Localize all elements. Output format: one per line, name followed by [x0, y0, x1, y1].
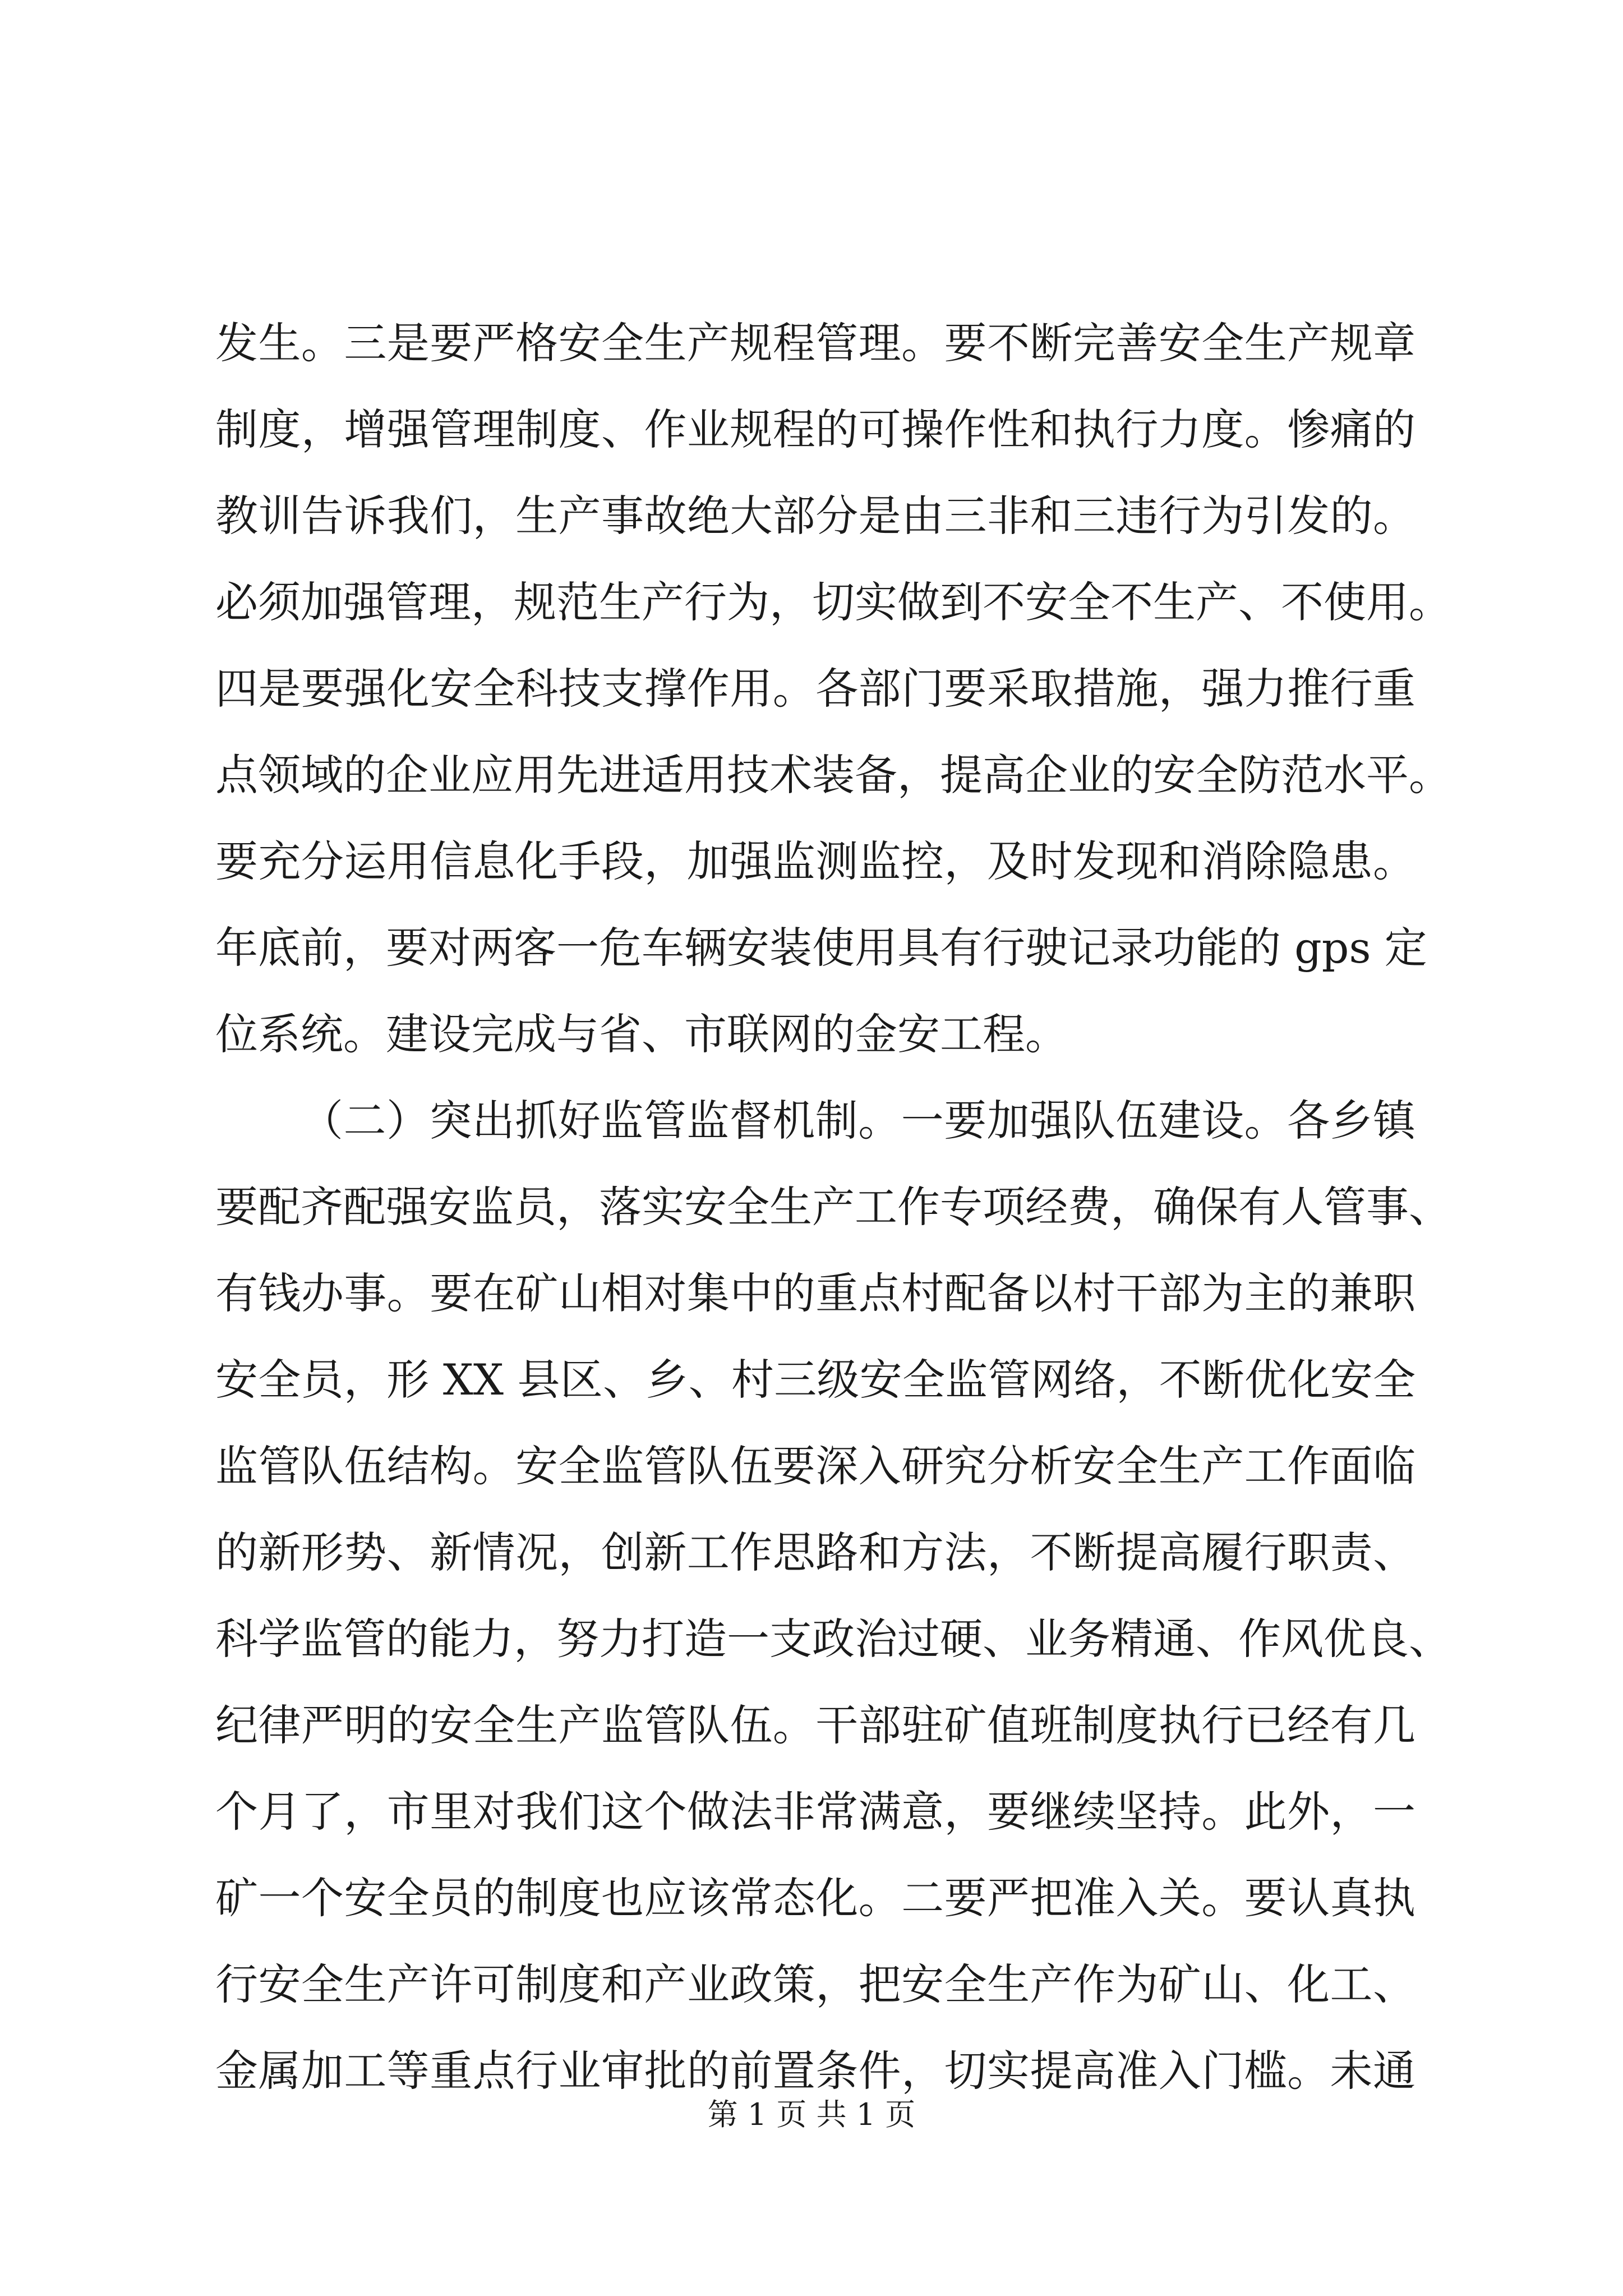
text-line: 点领域的企业应用先进适用技术装备，提高企业的安全防范水平。	[215, 750, 1451, 800]
text-line: 发生。三是要严格安全生产规程管理。要不断完善安全生产规章	[215, 318, 1415, 368]
text-line: 安全员，形 XX 县区、乡、村三级安全监管网络，不断优化安全	[215, 1355, 1415, 1405]
text-line: 要配齐配强安监员，落实安全生产工作专项经费，确保有人管事、	[215, 1182, 1451, 1232]
body-text	[215, 300, 1451, 2114]
text-line: 制度，增强管理制度、作业规程的可操作性和执行力度。惨痛的	[215, 404, 1415, 454]
text-line: 有钱办事。要在矿山相对集中的重点村配备以村干部为主的兼职	[215, 1268, 1415, 1318]
text-line: 年底前，要对两客一危车辆安装使用具有行驶记录功能的 gps 定	[215, 923, 1427, 973]
paragraph-start-line: （二）突出抓好监管监督机制。一要加强队伍建设。各乡镇	[301, 1096, 1415, 1145]
text-line: 纪律严明的安全生产监管队伍。干部驻矿值班制度执行已经有几	[215, 1700, 1415, 1750]
text-line: 必须加强管理，规范生产行为，切实做到不安全不生产、不使用。	[215, 577, 1451, 627]
page-footer: 第 1 页 共 1 页	[707, 2097, 916, 2132]
text-line: 的新形势、新情况，创新工作思路和方法，不断提高履行职责、	[215, 1527, 1415, 1577]
text-line: 科学监管的能力，努力打造一支政治过硬、业务精通、作风优良、	[215, 1614, 1451, 1664]
text-line: 个月了，市里对我们这个做法非常满意，要继续坚持。此外，一	[215, 1787, 1415, 1837]
text-line: 金属加工等重点行业审批的前置条件，切实提高准入门槛。未通	[215, 2046, 1415, 2096]
text-line: 监管队伍结构。安全监管队伍要深入研究分析安全生产工作面临	[215, 1441, 1415, 1491]
text-line: 矿一个安全员的制度也应该常态化。二要严把准入关。要认真执	[215, 1873, 1415, 1923]
text-line: 要充分运用信息化手段，加强监测监控，及时发现和消除隐患。	[215, 836, 1415, 886]
text-line: 行安全生产许可制度和产业政策，把安全生产作为矿山、化工、	[215, 1959, 1415, 2009]
text-line: 位系统。建设完成与省、市联网的金安工程。	[215, 1009, 1068, 1059]
text-line: 教训告诉我们，生产事故绝大部分是由三非和三违行为引发的。	[215, 491, 1415, 541]
text-line: 四是要强化安全科技支撑作用。各部门要采取措施，强力推行重	[215, 664, 1415, 714]
